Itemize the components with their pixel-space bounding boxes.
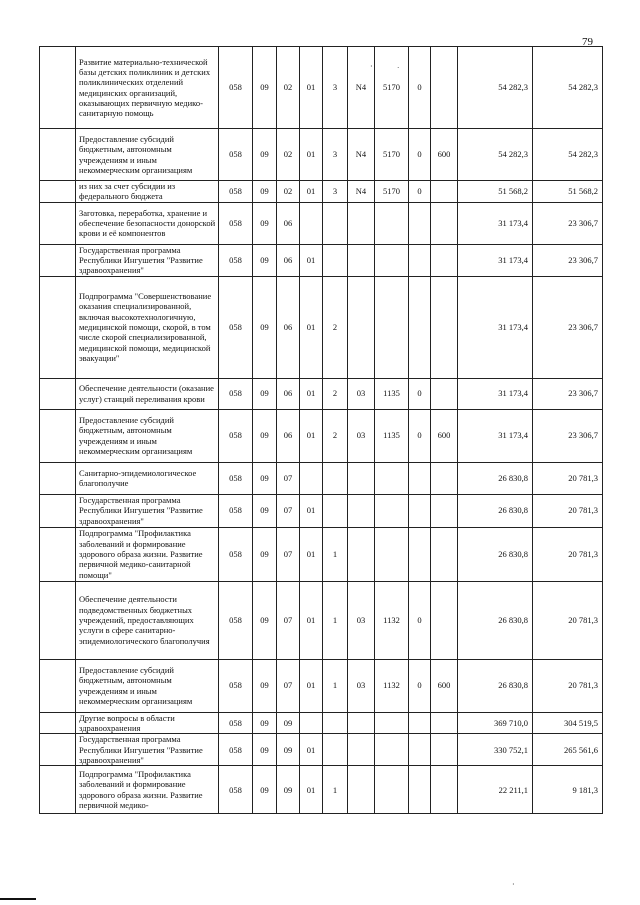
rz-cell: 09 [253, 244, 277, 276]
c2-cell: 2 [323, 378, 348, 409]
c1-cell: 01 [300, 581, 323, 659]
pr-cell: 02 [277, 47, 300, 129]
c4-cell: 1132 [375, 659, 409, 712]
pr-cell: 06 [277, 202, 300, 244]
pr-cell: 07 [277, 581, 300, 659]
blank-cell [40, 409, 76, 462]
blank-cell [40, 494, 76, 527]
blank-cell [40, 244, 76, 276]
table-row [40, 276, 603, 378]
c1-cell: 01 [300, 244, 323, 276]
c4-cell: 5170 [375, 181, 409, 203]
scan-speck: · [370, 62, 373, 71]
c4-cell [375, 276, 409, 378]
blank-cell [40, 276, 76, 378]
name-cell: Другие вопросы в области здравоохранения [76, 712, 219, 734]
c3-cell: 03 [348, 378, 375, 409]
rz-cell: 09 [253, 734, 277, 766]
table-row [40, 712, 603, 734]
rz-cell: 09 [253, 47, 277, 129]
c5-cell [409, 766, 431, 814]
c4-cell [375, 202, 409, 244]
sum1-cell: 54 282,3 [458, 129, 533, 181]
c2-cell [323, 462, 348, 494]
blank-cell [40, 659, 76, 712]
table-row [40, 462, 603, 494]
c3-cell [348, 734, 375, 766]
c3-cell [348, 244, 375, 276]
c3-cell [348, 527, 375, 581]
name-cell: Предоставление субсидий бюджетным, автономным учреждениям и иным некоммерческим организациям [76, 129, 219, 181]
rz-cell: 09 [253, 462, 277, 494]
table-row [40, 766, 603, 814]
vr-cell: 600 [431, 659, 458, 712]
pr-cell: 06 [277, 378, 300, 409]
rz-cell: 09 [253, 581, 277, 659]
c5-cell: 0 [409, 659, 431, 712]
name-cell: Подпрограмма "Профилактика заболеваний и формирование здорового образа жизни. Развитие первичной медико-санитарной помощи" [76, 527, 219, 581]
blank-cell [40, 766, 76, 814]
table-row [40, 409, 603, 462]
c4-cell: 1132 [375, 581, 409, 659]
c2-cell: 1 [323, 659, 348, 712]
name-cell: Заготовка, переработка, хранение и обеспечение безопасности донорской крови и её компонентов [76, 202, 219, 244]
c3-cell [348, 766, 375, 814]
c5-cell [409, 527, 431, 581]
sum2-cell: 54 282,3 [533, 47, 603, 129]
c3-cell: 03 [348, 659, 375, 712]
sum2-cell: 51 568,2 [533, 181, 603, 203]
vr-cell [431, 766, 458, 814]
pr-cell: 07 [277, 527, 300, 581]
pr-cell: 06 [277, 409, 300, 462]
sum1-cell: 31 173,4 [458, 409, 533, 462]
c5-cell [409, 202, 431, 244]
c5-cell [409, 712, 431, 734]
c3-cell [348, 276, 375, 378]
sum2-cell: 304 519,5 [533, 712, 603, 734]
c5-cell [409, 494, 431, 527]
table-row [40, 734, 603, 766]
sum2-cell: 20 781,3 [533, 581, 603, 659]
vr-cell [431, 244, 458, 276]
name-cell: Предоставление субсидий бюджетным, автономным учреждениям и иным некоммерческим организациям [76, 409, 219, 462]
table-row [40, 47, 603, 129]
table-row [40, 527, 603, 581]
sum1-cell: 22 211,1 [458, 766, 533, 814]
rz-cell: 09 [253, 202, 277, 244]
vr-cell [431, 494, 458, 527]
name-cell: Санитарно-эпидемиологическое благополучие [76, 462, 219, 494]
budget-table [39, 46, 603, 814]
sum1-cell: 369 710,0 [458, 712, 533, 734]
c1-cell: 01 [300, 129, 323, 181]
sum2-cell: 9 181,3 [533, 766, 603, 814]
c4-cell: 1135 [375, 409, 409, 462]
ved-cell: 058 [219, 276, 253, 378]
pr-cell: 09 [277, 734, 300, 766]
page-number: 79 [582, 36, 593, 48]
vr-cell [431, 462, 458, 494]
vr-cell [431, 202, 458, 244]
blank-cell [40, 181, 76, 203]
sum2-cell: 20 781,3 [533, 527, 603, 581]
c5-cell [409, 462, 431, 494]
c5-cell: 0 [409, 129, 431, 181]
name-cell: Предоставление субсидий бюджетным, автономным учреждениям и иным некоммерческим организациям [76, 659, 219, 712]
c4-cell: 1135 [375, 378, 409, 409]
vr-cell: 600 [431, 129, 458, 181]
c5-cell: 0 [409, 47, 431, 129]
sum2-cell: 20 781,3 [533, 659, 603, 712]
c4-cell [375, 494, 409, 527]
rz-cell: 09 [253, 378, 277, 409]
ved-cell: 058 [219, 659, 253, 712]
ved-cell: 058 [219, 581, 253, 659]
scan-edge-mark [0, 898, 36, 900]
blank-cell [40, 202, 76, 244]
pr-cell: 07 [277, 494, 300, 527]
c1-cell: 01 [300, 494, 323, 527]
c5-cell: 0 [409, 409, 431, 462]
name-cell: Подпрограмма "Совершенствование оказания специализированной, включая высокотехнологичную, медицинской помощи, скорой, в том числе скорой специализированной, медицинской помощи, медицинской эвакуации" [76, 276, 219, 378]
scan-speck: · [397, 64, 400, 72]
ved-cell: 058 [219, 181, 253, 203]
sum1-cell: 54 282,3 [458, 47, 533, 129]
pr-cell: 09 [277, 712, 300, 734]
vr-cell [431, 276, 458, 378]
blank-cell [40, 129, 76, 181]
table-row [40, 181, 603, 203]
c3-cell [348, 494, 375, 527]
rz-cell: 09 [253, 527, 277, 581]
pr-cell: 02 [277, 129, 300, 181]
pr-cell: 06 [277, 244, 300, 276]
ved-cell: 058 [219, 47, 253, 129]
c4-cell [375, 734, 409, 766]
rz-cell: 09 [253, 659, 277, 712]
c2-cell: 3 [323, 181, 348, 203]
ved-cell: 058 [219, 462, 253, 494]
scan-speck: · [512, 880, 515, 889]
c5-cell [409, 276, 431, 378]
sum1-cell: 31 173,4 [458, 276, 533, 378]
table-row [40, 202, 603, 244]
c2-cell [323, 734, 348, 766]
sum1-cell: 31 173,4 [458, 378, 533, 409]
table-row [40, 659, 603, 712]
sum2-cell: 20 781,3 [533, 494, 603, 527]
pr-cell: 07 [277, 462, 300, 494]
sum1-cell: 31 173,4 [458, 244, 533, 276]
name-cell: Государственная программа Республики Ингушетия "Развитие здравоохранения" [76, 244, 219, 276]
pr-cell: 09 [277, 766, 300, 814]
sum2-cell: 54 282,3 [533, 129, 603, 181]
table-row [40, 129, 603, 181]
name-cell: Государственная программа Республики Ингушетия "Развитие здравоохранения" [76, 494, 219, 527]
sum1-cell: 31 173,4 [458, 202, 533, 244]
sum1-cell: 330 752,1 [458, 734, 533, 766]
name-cell: Подпрограмма "Профилактика заболеваний и формирование здорового образа жизни. Развитие первичной медико- [76, 766, 219, 814]
ved-cell: 058 [219, 202, 253, 244]
sum1-cell: 26 830,8 [458, 527, 533, 581]
c1-cell: 01 [300, 659, 323, 712]
name-cell: из них за счет субсидии из федерального бюджета [76, 181, 219, 203]
vr-cell [431, 734, 458, 766]
sum2-cell: 23 306,7 [533, 409, 603, 462]
blank-cell [40, 712, 76, 734]
sum2-cell: 23 306,7 [533, 202, 603, 244]
table-row [40, 581, 603, 659]
pr-cell: 07 [277, 659, 300, 712]
c1-cell [300, 712, 323, 734]
ved-cell: 058 [219, 378, 253, 409]
c1-cell: 01 [300, 47, 323, 129]
c3-cell: N4 [348, 47, 375, 129]
c1-cell: 01 [300, 734, 323, 766]
c4-cell [375, 766, 409, 814]
c4-cell [375, 527, 409, 581]
c1-cell: 01 [300, 378, 323, 409]
c2-cell: 3 [323, 129, 348, 181]
vr-cell [431, 378, 458, 409]
c3-cell [348, 712, 375, 734]
c1-cell [300, 202, 323, 244]
c2-cell [323, 244, 348, 276]
blank-cell [40, 378, 76, 409]
c5-cell: 0 [409, 378, 431, 409]
c2-cell [323, 712, 348, 734]
rz-cell: 09 [253, 409, 277, 462]
c3-cell: 03 [348, 581, 375, 659]
blank-cell [40, 462, 76, 494]
sum2-cell: 23 306,7 [533, 244, 603, 276]
pr-cell: 02 [277, 181, 300, 203]
c2-cell: 1 [323, 581, 348, 659]
c4-cell [375, 712, 409, 734]
c4-cell: 5170 [375, 47, 409, 129]
c1-cell: 01 [300, 181, 323, 203]
ved-cell: 058 [219, 494, 253, 527]
c5-cell [409, 244, 431, 276]
table-row [40, 378, 603, 409]
c5-cell: 0 [409, 581, 431, 659]
c3-cell: N4 [348, 129, 375, 181]
c4-cell: 5170 [375, 129, 409, 181]
name-cell: Обеспечение деятельности (оказание услуг) станций переливания крови [76, 378, 219, 409]
rz-cell: 09 [253, 712, 277, 734]
ved-cell: 058 [219, 244, 253, 276]
sum1-cell: 26 830,8 [458, 659, 533, 712]
rz-cell: 09 [253, 181, 277, 203]
vr-cell [431, 712, 458, 734]
vr-cell [431, 581, 458, 659]
c1-cell: 01 [300, 527, 323, 581]
vr-cell [431, 47, 458, 129]
vr-cell [431, 181, 458, 203]
ved-cell: 058 [219, 766, 253, 814]
sum1-cell: 26 830,8 [458, 462, 533, 494]
table-row [40, 244, 603, 276]
pr-cell: 06 [277, 276, 300, 378]
sum2-cell: 23 306,7 [533, 378, 603, 409]
sum2-cell: 23 306,7 [533, 276, 603, 378]
c3-cell [348, 462, 375, 494]
c2-cell: 1 [323, 527, 348, 581]
c4-cell [375, 462, 409, 494]
blank-cell [40, 47, 76, 129]
c1-cell [300, 462, 323, 494]
c3-cell: N4 [348, 181, 375, 203]
c3-cell: 03 [348, 409, 375, 462]
ved-cell: 058 [219, 527, 253, 581]
sum2-cell: 265 561,6 [533, 734, 603, 766]
c2-cell [323, 202, 348, 244]
c1-cell: 01 [300, 276, 323, 378]
c5-cell: 0 [409, 181, 431, 203]
c1-cell: 01 [300, 766, 323, 814]
c2-cell: 2 [323, 276, 348, 378]
c4-cell [375, 244, 409, 276]
ved-cell: 058 [219, 712, 253, 734]
vr-cell [431, 527, 458, 581]
ved-cell: 058 [219, 129, 253, 181]
table-row [40, 494, 603, 527]
sum2-cell: 20 781,3 [533, 462, 603, 494]
ved-cell: 058 [219, 409, 253, 462]
ved-cell: 058 [219, 734, 253, 766]
name-cell: Обеспечение деятельности подведомственных бюджетных учреждений, предоставляющих услуги в сфере санитарно-эпидемиологического благополучия [76, 581, 219, 659]
c3-cell [348, 202, 375, 244]
c1-cell: 01 [300, 409, 323, 462]
blank-cell [40, 581, 76, 659]
c2-cell: 1 [323, 766, 348, 814]
vr-cell: 600 [431, 409, 458, 462]
sum1-cell: 26 830,8 [458, 581, 533, 659]
rz-cell: 09 [253, 494, 277, 527]
c2-cell [323, 494, 348, 527]
blank-cell [40, 734, 76, 766]
blank-cell [40, 527, 76, 581]
rz-cell: 09 [253, 129, 277, 181]
name-cell: Развитие материально-технической базы детских поликлиник и детских поликлинических отделений медицинских организаций, оказывающих первичную медико-санитарную помощь [76, 47, 219, 129]
rz-cell: 09 [253, 276, 277, 378]
rz-cell: 09 [253, 766, 277, 814]
c2-cell: 2 [323, 409, 348, 462]
sum1-cell: 51 568,2 [458, 181, 533, 203]
c2-cell: 3 [323, 47, 348, 129]
sum1-cell: 26 830,8 [458, 494, 533, 527]
name-cell: Государственная программа Республики Ингушетия "Развитие здравоохранения" [76, 734, 219, 766]
c5-cell [409, 734, 431, 766]
